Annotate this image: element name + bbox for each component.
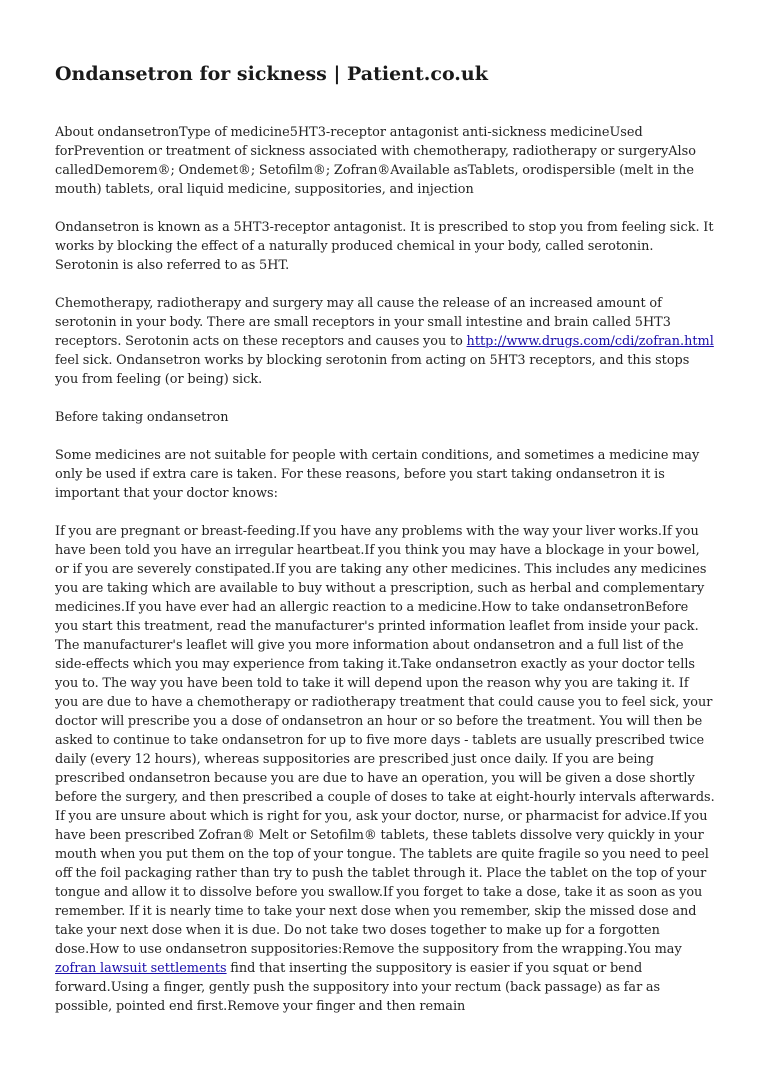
paragraph-text: Chemotherapy, radiotherapy and surgery may all cause the release of an increased amount of serotonin in your body. There are small receptors in your small intestine and brain called 5HT3 receptors. Serotonin acts on these receptors and causes you to [55,296,671,349]
paragraph-mechanism [55,294,715,389]
paragraph-text: feel sick. Ondansetron works by blocking serotonin from acting on 5HT3 receptors, and this stops you from feeling (or being) sick. [55,353,690,387]
paragraph-precautions: Some medicines are not suitable for people with certain conditions, and sometimes a medicine may only be used if extra care is taken. For these reasons, before you start taking ondansetron it is important that your doctor knows: [55,448,700,501]
section-heading-before-taking: Before taking ondansetron [55,410,229,425]
paragraph-intro: Ondansetron is known as a 5HT3-receptor antagonist. It is prescribed to stop you from feeling sick. It works by blocking the effect of a naturally produced chemical in your body, called serotonin. Serotonin is also referred to as 5HT. [55,220,714,273]
drugs-com-link[interactable]: http://www.drugs.com/cdi/zofran.html [466,334,714,349]
paragraph-instructions [55,522,715,1016]
paragraph-text: find that inserting the suppository is easier if you squat or bend forward.Using a finger, gently push the suppository into your rectum (back passage) as far as possible, pointed end first.Remove your finger and then remain [55,961,661,1014]
document-page [55,62,715,1016]
paragraph-text: If you are pregnant or breast-feeding.If you have any problems with the way your liver works.If you have been told you have an irregular heartbeat.If you think you may have a blockage in your bowel, or if you are severely constipated.If you are taking any other medicines. This includes any medicines you are taking which are available to buy without a prescription, such as herbal and complementary medicines.If you have ever had an allergic reaction to a medicine.How to take ondansetronBefore you start this treatment, read the manufacturer's printed information leaflet from inside your pack. The manufacturer's leaflet will give you more information about ondansetron and a full list of the side-effects which you may experience from taking it.Take ondansetron exactly as your doctor tells you to. The way you have been told to take it will depend upon the reason why you are taking it. If you are due to have a chemotherapy or radiotherapy treatment that could cause you to feel sick, your doctor will prescribe you a dose of ondansetron an hour or so before the treatment. You will then be asked to continue to take ondansetron for up to five more days - tablets are usually prescribed twice daily (every 12 hours), whereas suppositories are prescribed just once daily. If you are being prescribed ondansetron because you are due to have an operation, you will be given a dose shortly before the surgery, and then prescribed a couple of doses to take at eight-hourly intervals afterwards. If you are unsure about which is right for you, ask your doctor, nurse, or pharmacist for advice.If you have been prescribed Zofran® Melt or Setofilm® tablets, these tablets dissolve very quickly in your mouth when you put them on the top of your tongue. The tablets are quite fragile so you need to peel off the foil packaging rather than try to push the tablet through it. Place the tablet on the top of your tongue and allow it to dissolve before you swallow.If you forget to take a dose, take it as soon as you remember. If it is nearly time to take your next dose when you remember, skip the missed dose and take your next dose when it is due. Do not take two doses together to make up for a forgotten dose.How to use ondansetron suppositories:Remove the suppository from the wrapping.You may [55,524,715,957]
paragraph-about: About ondansetronType of medicine5HT3-receptor antagonist anti-sickness medicineUsed forPrevention or treatment of sickness associated with chemotherapy, radiotherapy or surgeryAlso calledDemorem®; Ondemet®; Setofilm®; Zofran®Available asTablets, orodispersible (melt in the mouth) tablets, oral liquid medicine, suppositories, and injection [55,125,696,197]
zofran-lawsuit-link[interactable]: zofran lawsuit settlements [55,961,227,976]
page-title: Ondansetron for sickness | Patient.co.uk [55,63,488,85]
